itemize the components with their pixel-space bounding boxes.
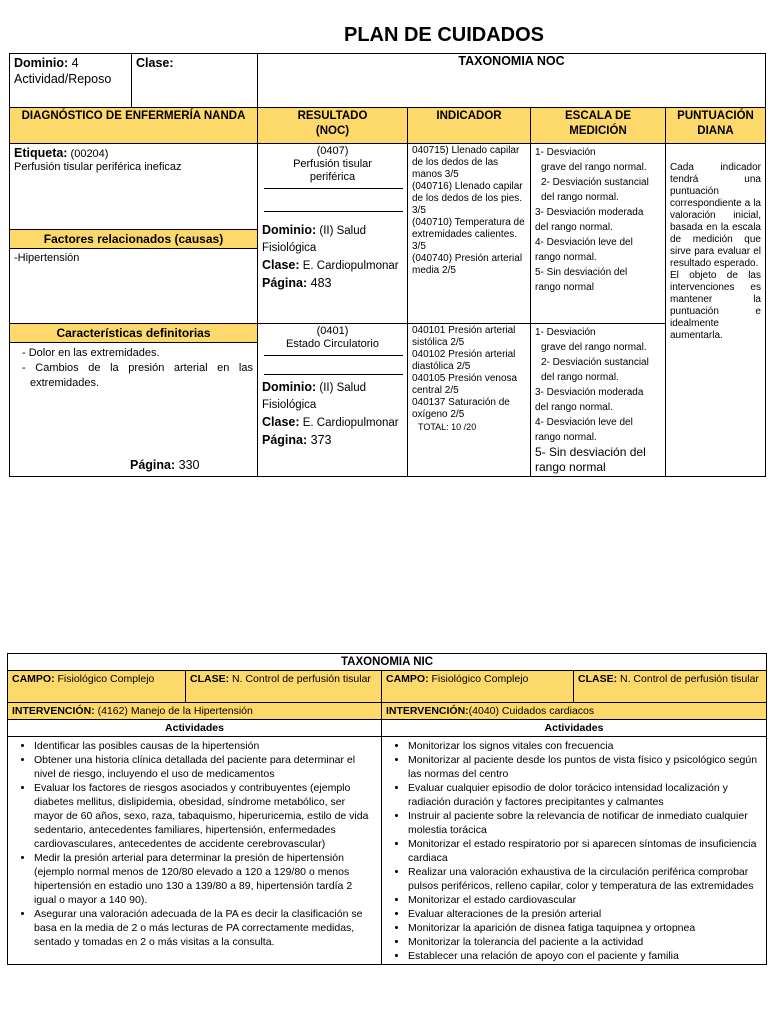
indicator: (040716) Llenado capilar de los dedos de los pies. 3/5 — [412, 181, 523, 216]
result2-pagina-value: 373 — [307, 433, 332, 447]
result1-clase-label: Clase: — [262, 258, 300, 272]
scale2-cell — [531, 324, 666, 477]
header-puntuacion: PUNTUACIÓN DIANA — [666, 108, 766, 144]
scale-line: rango normal. — [535, 252, 597, 263]
header-escala: ESCALA DE MEDICIÓN — [531, 108, 666, 144]
list-item: • Instruir al paciente sobre la relevancia de notificar de inmediato cualquier molestia torácica — [408, 809, 760, 837]
taxonomia-nic: TAXONOMIA NIC — [8, 654, 767, 671]
result1-dominio-label: Dominio: — [262, 223, 317, 237]
taxonomia-noc: TAXONOMIA NOC — [258, 54, 766, 108]
scale-line: 4- Desviación leve del — [535, 417, 633, 428]
page-title: PLAN DE CUIDADOS — [343, 24, 544, 46]
list-item: • Monitorizar la aparición de disnea fatiga taquipnea y ortopnea — [408, 921, 760, 935]
header-resultado: RESULTADO (NOC) — [258, 108, 408, 144]
scale-line: 4- Desviación leve del — [535, 237, 633, 248]
dominio-label: Dominio: — [14, 56, 69, 70]
dominio-name: Actividad/Reposo — [14, 72, 112, 86]
dominio-value: 4 — [68, 56, 79, 70]
scale-line: grave del rango normal. — [541, 342, 647, 353]
indicator: 040101 Presión arterial sistólica 2/5 — [412, 325, 516, 348]
result2-clase-value: E. Cardiopulmonar — [299, 417, 399, 429]
indicator: 040102 Presión arterial diastólica 2/5 — [412, 349, 516, 372]
scale-line: 3- Desviación moderada — [535, 207, 644, 218]
dominio-cell — [10, 54, 132, 108]
left-intervencion: INTERVENCIÓN: (4162) Manejo de la Hipertensión — [8, 703, 382, 720]
noc-table — [9, 53, 766, 477]
diagnosis-pagina: Página: 330 — [130, 458, 200, 472]
indicator: 040105 Presión venosa central 2/5 — [412, 373, 518, 396]
list-item: • Monitorizar el estado respiratorio por si aparecen síntomas de insuficiencia cardiaca — [408, 837, 760, 865]
caracteristicas-cell — [10, 324, 258, 477]
result1-name: Perfusión tisular periférica — [293, 158, 372, 183]
list-item: • Monitorizar los signos vitales con frecuencia — [408, 739, 760, 753]
left-actividades-list — [12, 739, 375, 949]
scale-line: 1- Desviación — [535, 327, 596, 338]
factores-text: -Hipertensión — [14, 252, 80, 264]
scale-line: rango normal — [535, 460, 606, 474]
scale-line: del rango normal. — [535, 402, 613, 413]
left-clase: CLASE: N. Control de perfusión tisular — [186, 671, 382, 703]
result2-name: Estado Circulatorio — [286, 338, 379, 350]
scale-line: rango normal — [535, 282, 594, 293]
list-item: • Monitorizar el estado cardiovascular — [408, 893, 760, 907]
scale-line: rango normal. — [535, 432, 597, 443]
puntuacion-text-1: Cada indicador tendrá una puntuación correspondiente a la valoración inicial, basada en la escala de medición que sirve para evaluar el resultado esperado. — [670, 162, 761, 269]
scale-line: 5- Sin desviación del — [535, 445, 646, 459]
caracteristicas-list — [14, 346, 253, 391]
indicator: (040710) Temperatura de extremidades calientes. 3/5 — [412, 217, 525, 252]
list-item: • Identificar las posibles causas de la hipertensión — [34, 739, 375, 753]
factores-header: Factores relacionados (causas) — [10, 229, 257, 249]
caracteristicas-header: Características definitorias — [10, 323, 257, 343]
result2-dominio-label: Dominio: — [262, 380, 317, 394]
indicators1-cell — [408, 144, 531, 324]
scale-line: del rango normal. — [541, 192, 619, 203]
indicator: 040137 Saturación de oxígeno 2/5 — [412, 397, 510, 420]
clase-cell — [132, 54, 258, 108]
right-actividades — [382, 737, 767, 965]
result1-clase-value: E. Cardiopulmonar — [299, 260, 399, 272]
etiqueta-code: (00204) — [67, 148, 109, 160]
scale-line: 5- Sin desviación del — [535, 267, 628, 278]
scale1-cell — [531, 144, 666, 324]
list-item: - Dolor en las extremidades. — [22, 347, 160, 359]
scale-line: del rango normal. — [535, 222, 613, 233]
scale-line: grave del rango normal. — [541, 162, 647, 173]
result2-dominio-value: (II) Salud Fisiológica — [262, 382, 367, 411]
scale-line: 3- Desviación moderada — [535, 387, 644, 398]
nic-table — [7, 653, 767, 965]
list-item: • Medir la presión arterial para determinar la presión de hipertensión (ejemplo normal menos de 120/80 elevado a 120 a 129/80 o menos hipertensión en estadio uno 130 a 139/80 a 89, hipertensión tardía 2 igual o mayor a 140 90). — [34, 851, 375, 907]
result1-code: (0407) — [316, 145, 349, 157]
list-item: • Monitorizar al paciente desde los puntos de vista físico y psicológico según las normas del centro — [408, 753, 760, 781]
left-actividades — [8, 737, 382, 965]
list-item: • Evaluar alteraciones de la presión arterial — [408, 907, 760, 921]
result1-pagina-value: 483 — [307, 276, 332, 290]
result2-cell — [258, 324, 408, 477]
right-clase: CLASE: N. Control de perfusión tisular — [574, 671, 767, 703]
indicators2-cell — [408, 324, 531, 477]
list-item: • Realizar una valoración exhaustiva de la circulación periférica comprobar pulsos periféricos, relleno capilar, color y temperatura de las extremidades — [408, 865, 760, 893]
scale-line: del rango normal. — [541, 372, 619, 383]
indicator: (040740) Presión arterial media 2/5 — [412, 253, 523, 276]
scale-line: 1- Desviación — [535, 147, 596, 158]
result1-cell — [258, 144, 408, 324]
list-item: • Evaluar los factores de riesgos asociados y contribuyentes (ejemplo diabetes mellitus, dislipidemia, obesidad, síndrome metabólico, ser mayor de 60 años, sexo, raza, tabaquismo, hiperuricemia, estilo de vida sedentario, antecedentes familiares, hipertensión, enfermedades cardiovasculares, antecedentes de accidente cerebrovascular) — [34, 781, 375, 851]
scale-line: 2- Desviación sustancial — [541, 177, 649, 188]
right-actividades-label: Actividades — [382, 720, 767, 737]
puntuacion-text-2: El objeto de las intervenciones es mantener la puntuación e idealmente aumentarla. — [670, 270, 761, 341]
left-campo: CAMPO: Fisiológico Complejo — [8, 671, 186, 703]
scale-line: 2- Desviación sustancial — [541, 357, 649, 368]
diagnosis-cell — [10, 144, 258, 324]
left-actividades-label: Actividades — [8, 720, 382, 737]
list-item: • Evaluar cualquier episodio de dolor torácico intensidad localización y radiación duración y factores precipitantes y calmantes — [408, 781, 760, 809]
header-diagnostico: DIAGNÓSTICO DE ENFERMERÍA NANDA — [10, 108, 258, 144]
result1-pagina-label: Página: — [262, 276, 308, 290]
result2-code: (0401) — [316, 325, 349, 337]
result1-dominio-value: (II) Salud Fisiológica — [262, 225, 367, 254]
etiqueta-text: Perfusión tisular periférica ineficaz — [14, 161, 182, 173]
clase-label: Clase: — [136, 56, 174, 70]
etiqueta-label: Etiqueta: — [14, 146, 68, 160]
result2-clase-label: Clase: — [262, 415, 300, 429]
list-item: • Monitorizar la tolerancia del paciente a la actividad — [408, 935, 760, 949]
right-campo: CAMPO: Fisiológico Complejo — [382, 671, 574, 703]
list-item: • Obtener una historia clínica detallada del paciente para determinar el nivel de riesgo, incluyendo el uso de medicamentos — [34, 753, 375, 781]
right-intervencion: INTERVENCIÓN:(4040) Cuidados cardiacos — [382, 703, 767, 720]
right-actividades-list — [386, 739, 760, 963]
puntuacion-cell — [666, 144, 766, 477]
list-item: • Establecer una relación de apoyo con el paciente y familia — [408, 949, 760, 963]
result2-pagina-label: Página: — [262, 433, 308, 447]
indicator: 040715) Llenado capilar de los dedos de las manos 3/5 — [412, 145, 520, 180]
list-item: • Asegurar una valoración adecuada de la PA es decir la clasificación se basa en la media de 2 o más lecturas de PA correctamente medidas, sentado y tomadas en 2 o más visitas a la consulta. — [34, 907, 375, 949]
header-indicador: INDICADOR — [408, 108, 531, 144]
indicator-total: TOTAL: 10 /20 — [418, 422, 477, 432]
list-item: - Cambios de la presión arterial en las extremidades. — [22, 362, 253, 389]
